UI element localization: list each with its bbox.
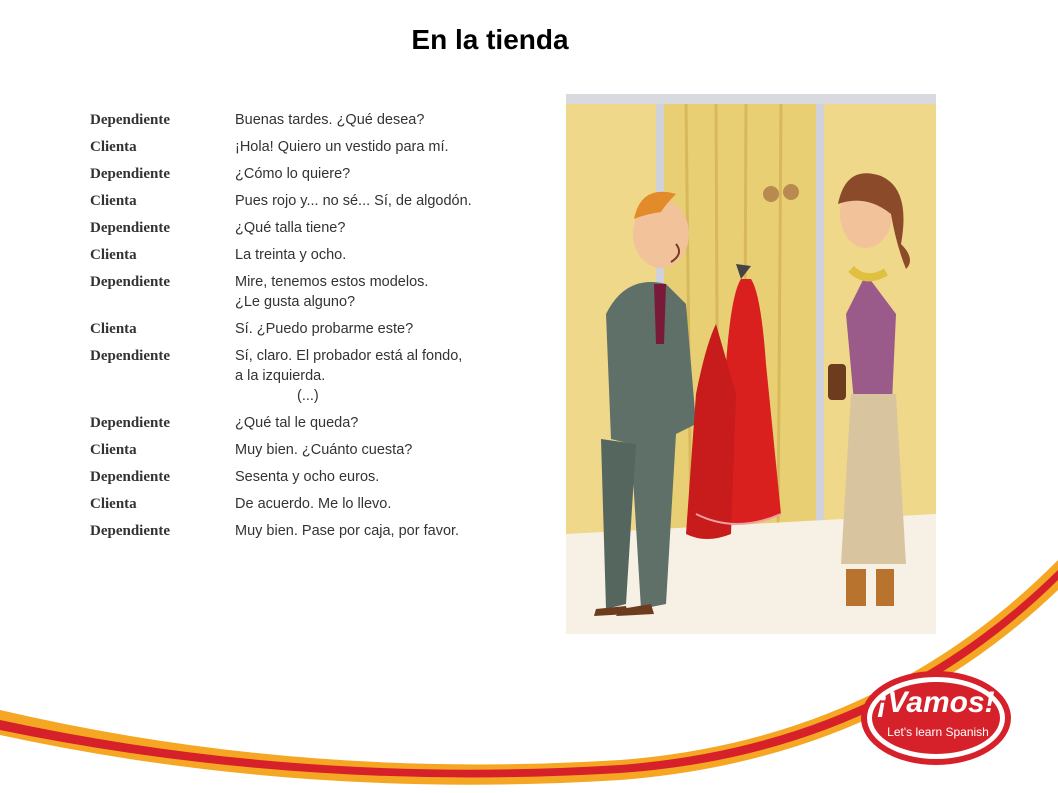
speech-text: Sesenta y ocho euros. xyxy=(235,469,380,485)
dialogue-line xyxy=(90,245,550,265)
speech-text: Muy bien. Pase por caja, por favor. xyxy=(235,523,460,539)
dialogue-line xyxy=(90,272,550,312)
speaker-label: Clienta xyxy=(90,139,137,155)
speaker-label: Dependiente xyxy=(90,348,170,364)
speaker-label: Dependiente xyxy=(90,415,170,431)
speaker-label: Clienta xyxy=(90,496,137,512)
speech-text xyxy=(235,346,550,406)
dialogue-line xyxy=(90,319,550,339)
speech-text: ¿Cómo lo quiere? xyxy=(235,166,351,182)
speech-text: ¿Qué tal le queda? xyxy=(235,415,359,431)
speaker-label: Dependiente xyxy=(90,112,170,128)
speech-text: Pues rojo y... no sé... Sí, de algodón. xyxy=(235,193,472,209)
speaker-label: Clienta xyxy=(90,193,137,209)
logo-brand: ¡Vamos! xyxy=(877,686,995,719)
dialogue-line xyxy=(90,164,550,184)
speaker-label: Dependiente xyxy=(90,274,170,290)
dialogue-line xyxy=(90,440,550,460)
speaker-label: Clienta xyxy=(90,247,137,263)
speech-text: De acuerdo. Me lo llevo. xyxy=(235,496,392,512)
speech-text: Sí. ¿Puedo probarme este? xyxy=(235,321,414,337)
speech-text: Buenas tardes. ¿Qué desea? xyxy=(235,112,425,128)
dialogue-line xyxy=(90,346,550,406)
speech-text: ¿Qué talla tiene? xyxy=(235,220,346,236)
coat-hook xyxy=(763,186,779,202)
speech-text xyxy=(235,272,550,312)
speaker-label: Clienta xyxy=(90,442,137,458)
dialogue-line xyxy=(90,413,550,433)
speech-text: La treinta y ocho. xyxy=(235,247,347,263)
page-title: En la tienda xyxy=(411,24,569,55)
dialogue-line xyxy=(90,218,550,238)
speech-line: ¿Le gusta alguno? xyxy=(235,294,356,310)
dialogue-line xyxy=(90,110,550,130)
speaker-label: Dependiente xyxy=(90,469,170,485)
speech-text: Muy bien. ¿Cuánto cuesta? xyxy=(235,442,413,458)
speaker-label: Clienta xyxy=(90,321,137,337)
speaker-label: Dependiente xyxy=(90,523,170,539)
vamos-logo xyxy=(858,668,1014,768)
dialogue-line xyxy=(90,494,550,514)
ellipsis: (...) xyxy=(297,388,319,404)
logo-tagline: Let's learn Spanish xyxy=(887,725,989,739)
speech-line: Mire, tenemos estos modelos. xyxy=(235,274,429,290)
speech-line: Sí, claro. El probador está al fondo, xyxy=(235,348,463,364)
dialogue-line xyxy=(90,191,550,211)
speaker-label: Dependiente xyxy=(90,166,170,182)
speech-line: a la izquierda. xyxy=(235,368,326,384)
speech-text: ¡Hola! Quiero un vestido para mí. xyxy=(235,139,449,155)
speaker-label: Dependiente xyxy=(90,220,170,236)
dialogue-line xyxy=(90,521,550,541)
dialogue-line xyxy=(90,467,550,487)
dialogue-table xyxy=(90,110,550,548)
shop-illustration xyxy=(566,94,936,634)
dialogue-line xyxy=(90,137,550,157)
